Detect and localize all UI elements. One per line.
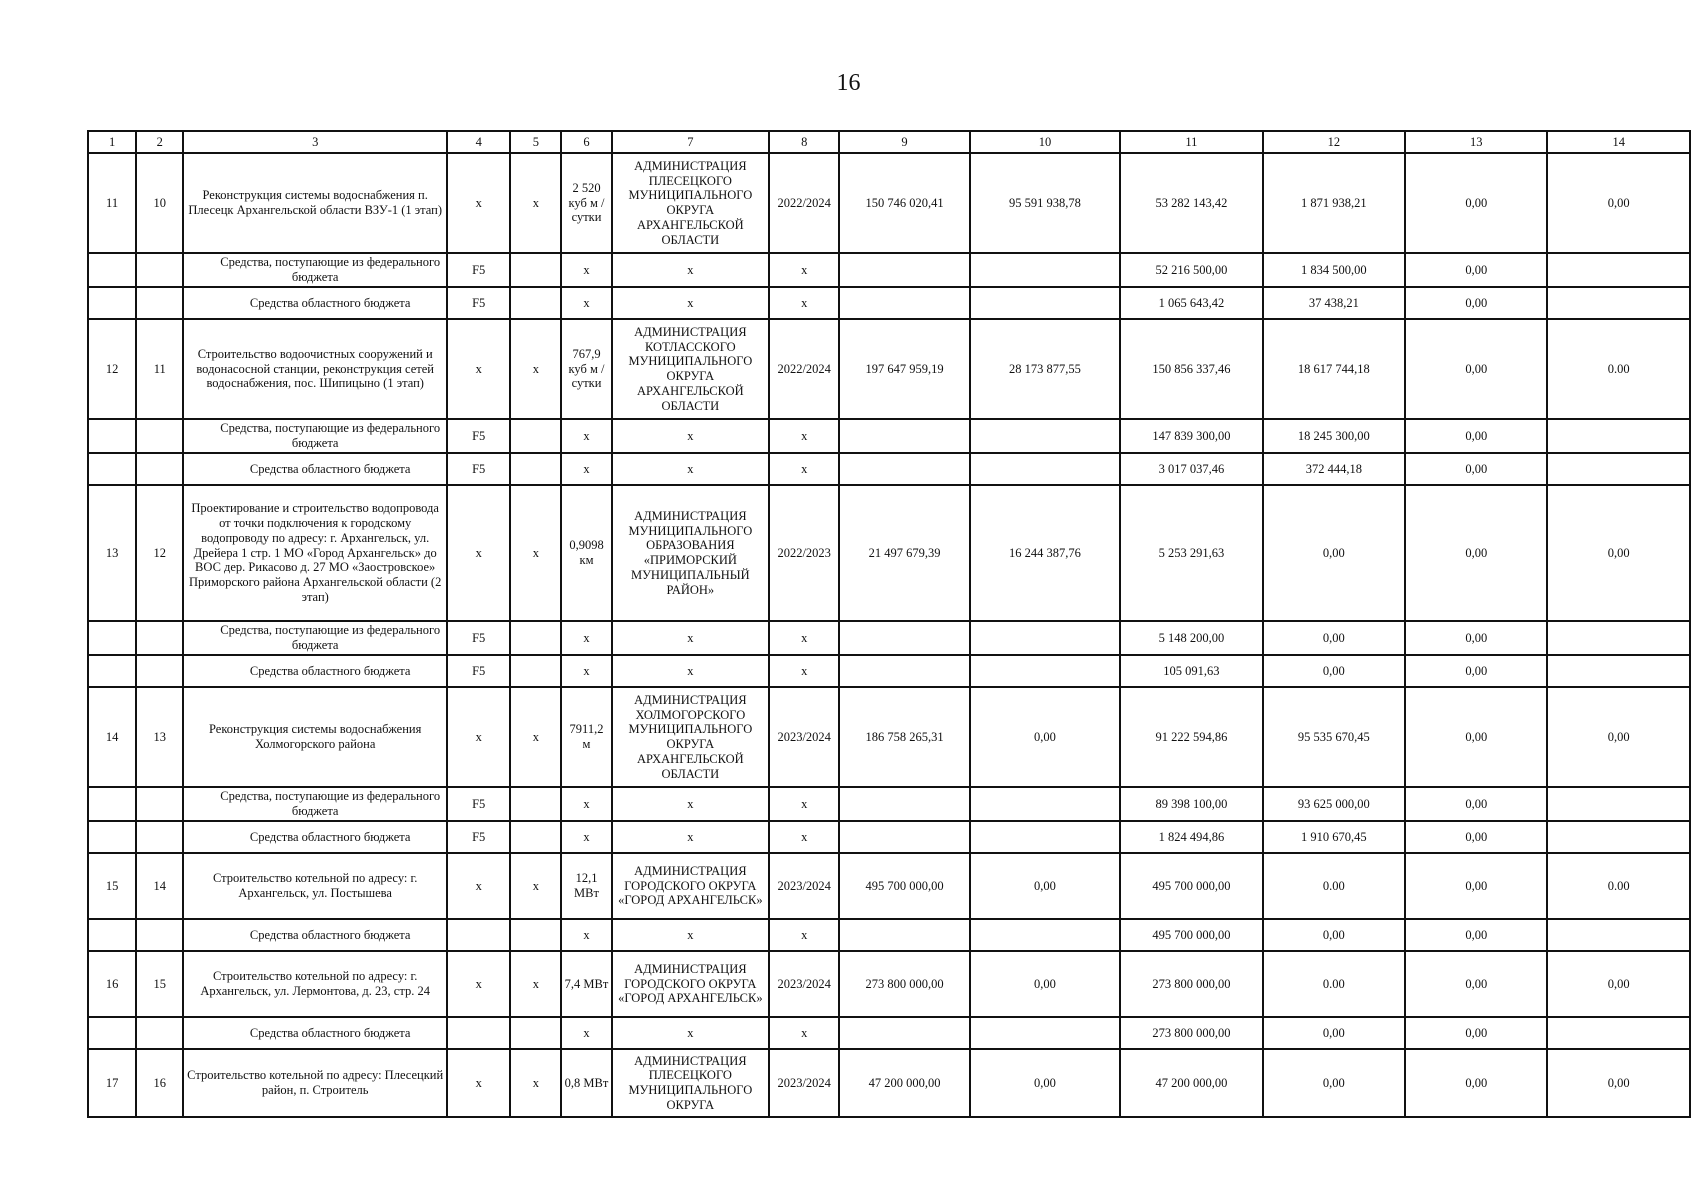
table-cell: 7911,2 м: [561, 687, 611, 787]
table-cell: 147 839 300,00: [1120, 419, 1262, 453]
table-cell: 0,00: [1405, 821, 1547, 853]
funding-source-cell: [183, 919, 447, 951]
funding-source-row: [88, 287, 1690, 319]
project-name-cell: Строительство котельной по адресу: г. Архангельск, ул. Лермонтова, д. 23, стр. 24: [183, 951, 447, 1017]
funding-source-label: Средства областного бюджета: [249, 295, 411, 310]
table-cell: х: [561, 287, 611, 319]
table-cell: 28 173 877,55: [970, 319, 1120, 419]
table-cell: 0,00: [1263, 1017, 1405, 1049]
table-cell: 1 871 938,21: [1263, 153, 1405, 253]
table-cell: х: [510, 1049, 561, 1117]
table-cell: 0,00: [1405, 253, 1547, 287]
table-cell: [1547, 419, 1690, 453]
table-cell: [510, 287, 561, 319]
budget-table: [87, 130, 1691, 1118]
table-cell: х: [769, 621, 839, 655]
table-cell: 2022/2024: [769, 153, 839, 253]
funding-source-cell: [183, 821, 447, 853]
table-cell: [839, 253, 969, 287]
table-cell: АДМИНИСТРАЦИЯ ХОЛМОГОРСКОГО МУНИЦИПАЛЬНОГО ОКРУГА АРХАНГЕЛЬСКОЙ ОБЛАСТИ: [612, 687, 769, 787]
table-cell: 12: [136, 485, 183, 621]
table-cell: [1547, 919, 1690, 951]
funding-source-label: Средства областного бюджета: [249, 927, 411, 942]
table-cell: [839, 621, 969, 655]
table-cell: F5: [447, 287, 510, 319]
funding-source-label: Средства областного бюджета: [249, 663, 411, 678]
table-cell: 0,00: [1547, 951, 1690, 1017]
table-cell: 0,00: [1547, 687, 1690, 787]
table-cell: [970, 655, 1120, 687]
table-cell: х: [769, 787, 839, 821]
table-cell: [839, 287, 969, 319]
table-cell: х: [612, 287, 769, 319]
table-cell: 15: [136, 951, 183, 1017]
table-cell: х: [561, 419, 611, 453]
table-cell: [1547, 453, 1690, 485]
table-cell: 10: [136, 153, 183, 253]
table-cell: 37 438,21: [1263, 287, 1405, 319]
table-cell: 3 017 037,46: [1120, 453, 1262, 485]
funding-source-label: Средства, поступающие из федерального бюджета: [220, 255, 441, 284]
table-cell: 16 244 387,76: [970, 485, 1120, 621]
header-cell: 7: [612, 131, 769, 153]
table-cell: [88, 253, 136, 287]
table-cell: 0,00: [1405, 485, 1547, 621]
table-cell: х: [447, 319, 510, 419]
table-cell: 16: [136, 1049, 183, 1117]
table-cell: [447, 919, 510, 951]
funding-source-cell: [183, 1017, 447, 1049]
table-cell: 0.00: [1263, 853, 1405, 919]
funding-source-label: Средства областного бюджета: [249, 461, 411, 476]
table-cell: [1547, 655, 1690, 687]
table-cell: х: [447, 853, 510, 919]
funding-source-cell: [183, 419, 447, 453]
table-cell: 0.00: [1547, 319, 1690, 419]
table-cell: 0,00: [1263, 919, 1405, 951]
table-cell: х: [769, 919, 839, 951]
table-cell: х: [561, 253, 611, 287]
table-cell: F5: [447, 821, 510, 853]
table-cell: АДМИНИСТРАЦИЯ КОТЛАССКОГО МУНИЦИПАЛЬНОГО ОКРУГА АРХАНГЕЛЬСКОЙ ОБЛАСТИ: [612, 319, 769, 419]
table-cell: х: [769, 419, 839, 453]
table-cell: 273 800 000,00: [1120, 1017, 1262, 1049]
funding-source-cell: [183, 287, 447, 319]
table-cell: [1547, 287, 1690, 319]
table-cell: 95 535 670,45: [1263, 687, 1405, 787]
table-cell: 767,9 куб м / сутки: [561, 319, 611, 419]
header-cell: 13: [1405, 131, 1547, 153]
table-cell: 0,00: [1405, 655, 1547, 687]
table-cell: [1547, 253, 1690, 287]
table-cell: х: [612, 787, 769, 821]
table-cell: 0,00: [970, 853, 1120, 919]
table-cell: 495 700 000,00: [1120, 919, 1262, 951]
table-cell: 495 700 000,00: [839, 853, 969, 919]
table-cell: 150 856 337,46: [1120, 319, 1262, 419]
table-cell: х: [510, 687, 561, 787]
table-cell: х: [447, 485, 510, 621]
project-row: [88, 951, 1690, 1017]
funding-source-label: Средства областного бюджета: [249, 1025, 411, 1040]
table-cell: х: [612, 1017, 769, 1049]
table-cell: х: [612, 621, 769, 655]
table-cell: 495 700 000,00: [1120, 853, 1262, 919]
project-name-cell: Реконструкция системы водоснабжения Холмогорского района: [183, 687, 447, 787]
table-cell: 0,00: [1405, 853, 1547, 919]
funding-source-row: [88, 253, 1690, 287]
funding-source-row: [88, 453, 1690, 485]
table-cell: АДМИНИСТРАЦИЯ ПЛЕСЕЦКОГО МУНИЦИПАЛЬНОГО ОКРУГА АРХАНГЕЛЬСКОЙ ОБЛАСТИ: [612, 153, 769, 253]
table-cell: х: [510, 153, 561, 253]
table-cell: [510, 821, 561, 853]
table-cell: 18 617 744,18: [1263, 319, 1405, 419]
table-cell: [970, 821, 1120, 853]
table-cell: 1 824 494,86: [1120, 821, 1262, 853]
table-cell: 0.00: [1547, 853, 1690, 919]
table-cell: х: [447, 1049, 510, 1117]
table-cell: [839, 919, 969, 951]
table-cell: 12,1 МВт: [561, 853, 611, 919]
table-cell: 0,00: [1547, 1049, 1690, 1117]
table-cell: 0,8 МВт: [561, 1049, 611, 1117]
table-cell: F5: [447, 787, 510, 821]
table-cell: [839, 453, 969, 485]
table-cell: 0,9098 км: [561, 485, 611, 621]
table-cell: [839, 1017, 969, 1049]
project-name-cell: Строительство котельной по адресу: г. Архангельск, ул. Постышева: [183, 853, 447, 919]
table-cell: 18 245 300,00: [1263, 419, 1405, 453]
table-cell: х: [447, 687, 510, 787]
table-cell: 0,00: [1405, 319, 1547, 419]
table-cell: 2023/2024: [769, 687, 839, 787]
project-row: [88, 319, 1690, 419]
header-cell: 6: [561, 131, 611, 153]
table-cell: х: [510, 951, 561, 1017]
table-cell: 0,00: [970, 951, 1120, 1017]
table-cell: 0,00: [1405, 1017, 1547, 1049]
table-cell: 13: [136, 687, 183, 787]
table-cell: [88, 419, 136, 453]
table-cell: [970, 419, 1120, 453]
table-cell: [839, 419, 969, 453]
page-number: 16: [836, 70, 861, 96]
table-cell: [88, 655, 136, 687]
table-cell: 2022/2024: [769, 319, 839, 419]
table-cell: [510, 919, 561, 951]
table-cell: F5: [447, 419, 510, 453]
table-cell: х: [612, 821, 769, 853]
project-name-cell: Реконструкция системы водоснабжения п. Плесецк Архангельской области ВЗУ-1 (1 этап): [183, 153, 447, 253]
funding-source-cell: [183, 621, 447, 655]
table-cell: 0,00: [1405, 919, 1547, 951]
funding-source-row: [88, 621, 1690, 655]
table-cell: 0,00: [1547, 153, 1690, 253]
table-cell: [510, 787, 561, 821]
table-cell: [510, 253, 561, 287]
header-cell: 5: [510, 131, 561, 153]
table-cell: 0,00: [1405, 1049, 1547, 1117]
table-cell: [136, 287, 183, 319]
table-cell: 273 800 000,00: [1120, 951, 1262, 1017]
table-cell: [510, 419, 561, 453]
table-cell: 1 834 500,00: [1263, 253, 1405, 287]
table-cell: 0,00: [970, 1049, 1120, 1117]
table-cell: х: [769, 655, 839, 687]
funding-source-row: [88, 821, 1690, 853]
table-cell: х: [769, 1017, 839, 1049]
table-cell: 0,00: [1263, 621, 1405, 655]
table-cell: 95 591 938,78: [970, 153, 1120, 253]
table-cell: 186 758 265,31: [839, 687, 969, 787]
table-cell: х: [510, 319, 561, 419]
table-cell: F5: [447, 655, 510, 687]
table-cell: 0,00: [1405, 787, 1547, 821]
table-cell: 0,00: [970, 687, 1120, 787]
table-cell: 1 065 643,42: [1120, 287, 1262, 319]
table-cell: [510, 621, 561, 655]
table-cell: [136, 1017, 183, 1049]
table-cell: х: [561, 821, 611, 853]
table-cell: х: [561, 1017, 611, 1049]
table-cell: [88, 621, 136, 655]
table-cell: х: [769, 453, 839, 485]
table-cell: 0,00: [1405, 453, 1547, 485]
table-cell: [136, 655, 183, 687]
project-name-cell: Строительство водоочистных сооружений и водонасосной станции, реконструкция сетей водоснабжения, пос. Шипицыно (1 этап): [183, 319, 447, 419]
table-cell: [1547, 621, 1690, 655]
table-cell: [970, 621, 1120, 655]
table-cell: х: [561, 787, 611, 821]
table-cell: х: [447, 951, 510, 1017]
table-cell: АДМИНИСТРАЦИЯ ПЛЕСЕЦКОГО МУНИЦИПАЛЬНОГО ОКРУГА: [612, 1049, 769, 1117]
table-cell: [88, 1017, 136, 1049]
table-cell: 0.00: [1263, 951, 1405, 1017]
table-cell: [88, 453, 136, 485]
table-cell: х: [769, 287, 839, 319]
funding-source-row: [88, 919, 1690, 951]
table-cell: [510, 655, 561, 687]
project-name-cell: Строительство котельной по адресу: Плесецкий район, п. Строитель: [183, 1049, 447, 1117]
table-cell: АДМИНИСТРАЦИЯ ГОРОДСКОГО ОКРУГА «ГОРОД АРХАНГЕЛЬСК»: [612, 853, 769, 919]
header-cell: 8: [769, 131, 839, 153]
table-cell: [136, 621, 183, 655]
table-cell: [447, 1017, 510, 1049]
table-cell: 93 625 000,00: [1263, 787, 1405, 821]
table-cell: 2 520 куб м / сутки: [561, 153, 611, 253]
table-cell: 2023/2024: [769, 1049, 839, 1117]
table-cell: 47 200 000,00: [1120, 1049, 1262, 1117]
table-cell: х: [612, 919, 769, 951]
table-cell: 5 148 200,00: [1120, 621, 1262, 655]
project-row: [88, 853, 1690, 919]
funding-source-row: [88, 419, 1690, 453]
table-cell: 0,00: [1405, 621, 1547, 655]
table-cell: [136, 787, 183, 821]
table-cell: [136, 821, 183, 853]
table-cell: [970, 787, 1120, 821]
table-cell: 16: [88, 951, 136, 1017]
table-cell: [510, 453, 561, 485]
project-name-cell: Проектирование и строительство водопровода от точки подключения к городскому водопроводу по адресу: г. Архангельск, ул. Дрейера 1 стр. 1 МО «Город Архангельск» до ВОС дер. Рикасово д. 27 МО «Заостровское» Приморского района Архангельской области (2 этап): [183, 485, 447, 621]
table-cell: [1547, 1017, 1690, 1049]
table-cell: 372 444,18: [1263, 453, 1405, 485]
table-cell: х: [612, 419, 769, 453]
table-cell: 0,00: [1405, 287, 1547, 319]
table-cell: х: [769, 253, 839, 287]
table-cell: [136, 919, 183, 951]
table-cell: 53 282 143,42: [1120, 153, 1262, 253]
table-cell: 14: [88, 687, 136, 787]
project-row: [88, 1049, 1690, 1117]
header-cell: 3: [183, 131, 447, 153]
table-cell: 0,00: [1263, 655, 1405, 687]
table-cell: 7,4 МВт: [561, 951, 611, 1017]
table-cell: 1 910 670,45: [1263, 821, 1405, 853]
table-cell: [510, 1017, 561, 1049]
table-cell: F5: [447, 453, 510, 485]
table-cell: х: [561, 621, 611, 655]
table-cell: 47 200 000,00: [839, 1049, 969, 1117]
table-cell: х: [561, 655, 611, 687]
table-cell: АДМИНИСТРАЦИЯ МУНИЦИПАЛЬНОГО ОБРАЗОВАНИЯ «ПРИМОРСКИЙ МУНИЦИПАЛЬНЫЙ РАЙОН»: [612, 485, 769, 621]
table-cell: [970, 253, 1120, 287]
table-cell: х: [561, 919, 611, 951]
table-cell: 197 647 959,19: [839, 319, 969, 419]
header-cell: 11: [1120, 131, 1262, 153]
table-cell: 2023/2024: [769, 951, 839, 1017]
table-cell: 14: [136, 853, 183, 919]
table-cell: 0,00: [1547, 485, 1690, 621]
funding-source-row: [88, 655, 1690, 687]
header-cell: 1: [88, 131, 136, 153]
table-cell: 52 216 500,00: [1120, 253, 1262, 287]
table-cell: [970, 453, 1120, 485]
funding-source-cell: [183, 655, 447, 687]
table-cell: [839, 821, 969, 853]
table-cell: [1547, 821, 1690, 853]
project-row: [88, 687, 1690, 787]
table-cell: 12: [88, 319, 136, 419]
table-cell: 21 497 679,39: [839, 485, 969, 621]
table-cell: 91 222 594,86: [1120, 687, 1262, 787]
table-cell: 2023/2024: [769, 853, 839, 919]
table-cell: 11: [136, 319, 183, 419]
funding-source-label: Средства, поступающие из федерального бюджета: [220, 623, 441, 652]
table-cell: 13: [88, 485, 136, 621]
table-cell: 150 746 020,41: [839, 153, 969, 253]
table-cell: х: [612, 453, 769, 485]
table-cell: 17: [88, 1049, 136, 1117]
header-cell: 10: [970, 131, 1120, 153]
table-cell: [88, 787, 136, 821]
table-cell: 89 398 100,00: [1120, 787, 1262, 821]
table-cell: АДМИНИСТРАЦИЯ ГОРОДСКОГО ОКРУГА «ГОРОД АРХАНГЕЛЬСК»: [612, 951, 769, 1017]
funding-source-cell: [183, 453, 447, 485]
table-cell: 0,00: [1405, 153, 1547, 253]
header-cell: 9: [839, 131, 969, 153]
funding-source-cell: [183, 253, 447, 287]
funding-source-label: Средства областного бюджета: [249, 829, 411, 844]
table-cell: [970, 1017, 1120, 1049]
table-cell: [970, 919, 1120, 951]
column-number-row: [88, 131, 1690, 153]
table-cell: [88, 821, 136, 853]
table-cell: 105 091,63: [1120, 655, 1262, 687]
funding-source-row: [88, 787, 1690, 821]
table-cell: х: [510, 485, 561, 621]
table-cell: х: [510, 853, 561, 919]
table-cell: 5 253 291,63: [1120, 485, 1262, 621]
table-cell: х: [561, 453, 611, 485]
table-cell: 0,00: [1405, 951, 1547, 1017]
project-row: [88, 485, 1690, 621]
table-cell: х: [612, 655, 769, 687]
table-cell: х: [447, 153, 510, 253]
table-cell: [136, 453, 183, 485]
table-cell: F5: [447, 253, 510, 287]
funding-source-cell: [183, 787, 447, 821]
funding-source-row: [88, 1017, 1690, 1049]
table-cell: 15: [88, 853, 136, 919]
header-cell: 2: [136, 131, 183, 153]
table-cell: [88, 919, 136, 951]
table-cell: [136, 253, 183, 287]
table-cell: х: [612, 253, 769, 287]
table-cell: 2022/2023: [769, 485, 839, 621]
table-cell: 0,00: [1405, 687, 1547, 787]
header-cell: 4: [447, 131, 510, 153]
table-cell: [839, 787, 969, 821]
table-cell: 0,00: [1263, 485, 1405, 621]
table-cell: 273 800 000,00: [839, 951, 969, 1017]
header-cell: 12: [1263, 131, 1405, 153]
table-cell: 0,00: [1405, 419, 1547, 453]
table-cell: [88, 287, 136, 319]
table-cell: [136, 419, 183, 453]
table-cell: [1547, 787, 1690, 821]
table-cell: х: [769, 821, 839, 853]
header-cell: 14: [1547, 131, 1690, 153]
table-cell: 11: [88, 153, 136, 253]
funding-source-label: Средства, поступающие из федерального бюджета: [220, 421, 441, 450]
table-cell: F5: [447, 621, 510, 655]
funding-source-label: Средства, поступающие из федерального бюджета: [220, 789, 441, 818]
table-cell: [970, 287, 1120, 319]
table-cell: 0,00: [1263, 1049, 1405, 1117]
table-cell: [839, 655, 969, 687]
project-row: [88, 153, 1690, 253]
